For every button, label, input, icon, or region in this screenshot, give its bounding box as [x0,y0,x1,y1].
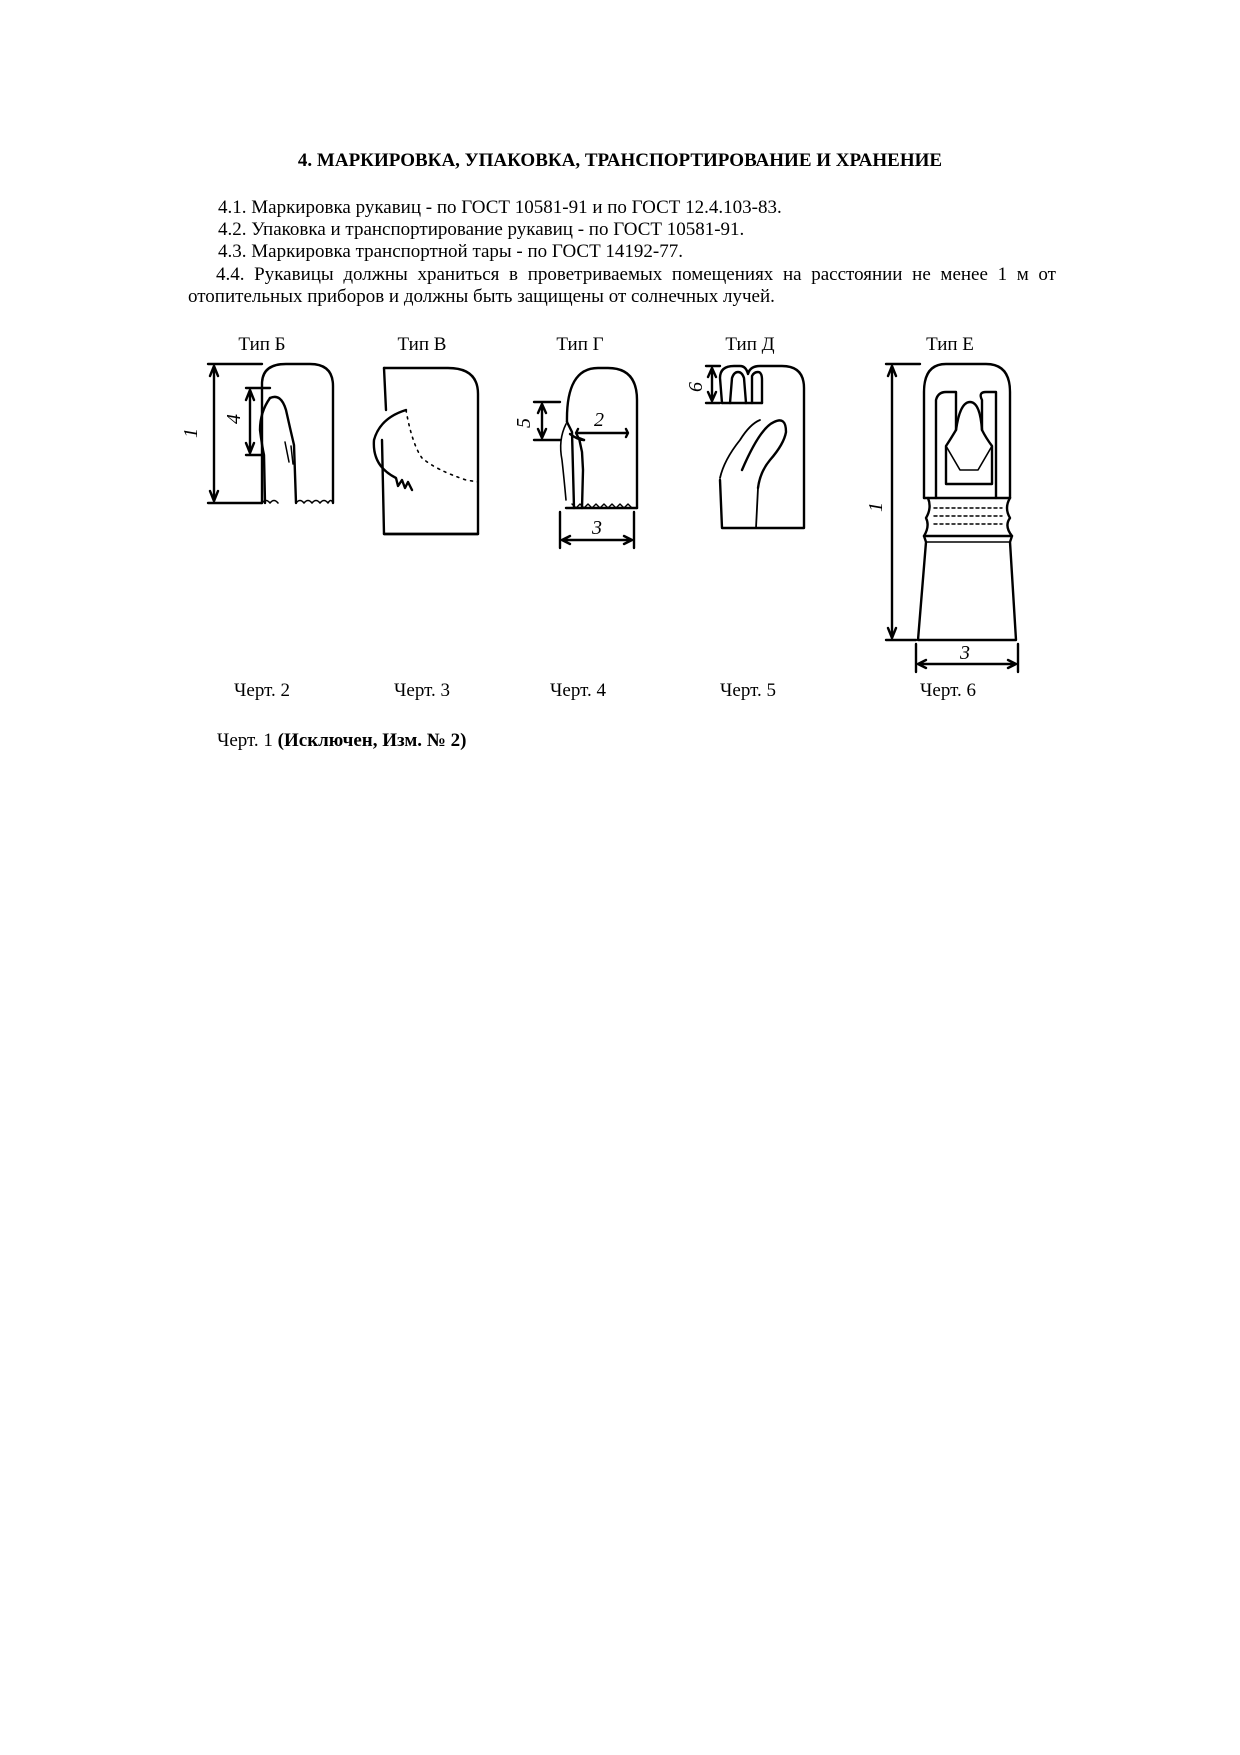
dim-5-label: 5 [513,418,535,428]
mitten-type-e [886,364,1018,672]
paragraph-4-2-text: 4.2. Упаковка и транспортирование рукавиц - по ГОСТ 10581-91. [218,219,745,240]
dim-6-label: 6 [685,382,707,392]
figure-4-caption: Черт. 4 [550,680,606,701]
figure-type-d-label: Тип Д [725,334,775,355]
dim-3-label-g: 3 [592,517,602,539]
figure-type-v-label: Тип В [397,334,447,355]
figure-2-caption: Черт. 2 [234,680,290,701]
mittens-drawing [0,0,1240,720]
figure-1-note [217,730,466,752]
dim-1-label-b: 1 [180,428,202,438]
dim-1-label-e: 1 [865,502,887,512]
figure-type-g-label: Тип Г [556,334,604,355]
dim-2-label: 2 [594,409,604,431]
figure-6-caption: Черт. 6 [920,680,976,701]
paragraph-4-4-text: 4.4. Рукавицы должны храниться в проветриваемых помещениях на расстоянии не менее 1 м от отопительных приборов и должны быть защищены от солнечных лучей. [188,264,1056,307]
paragraph-4-3-text: 4.3. Маркировка транспортной тары - по ГОСТ 14192-77. [218,241,683,262]
figure-5-caption: Черт. 5 [720,680,776,701]
mitten-type-b [208,364,333,503]
figure-1-note-status: (Исключен, Изм. № 2) [277,730,467,751]
section-heading: 4. МАРКИРОВКА, УПАКОВКА, ТРАНСПОРТИРОВАНИЕ И ХРАНЕНИЕ [297,150,943,171]
mitten-type-g [534,368,637,548]
figure-1-note-prefix: Черт. 1 [217,730,273,751]
mitten-type-v [374,368,478,534]
paragraph-4-1-text: 4.1. Маркировка рукавиц - по ГОСТ 10581-91 и по ГОСТ 12.4.103-83. [218,197,782,218]
dim-4-label: 4 [223,414,245,424]
figure-type-b-label: Тип Б [238,334,286,355]
mitten-type-d [706,366,804,528]
dim-3-label-e: 3 [960,642,970,664]
figure-type-e-label: Тип Е [926,334,974,355]
figure-3-caption: Черт. 3 [394,680,450,701]
